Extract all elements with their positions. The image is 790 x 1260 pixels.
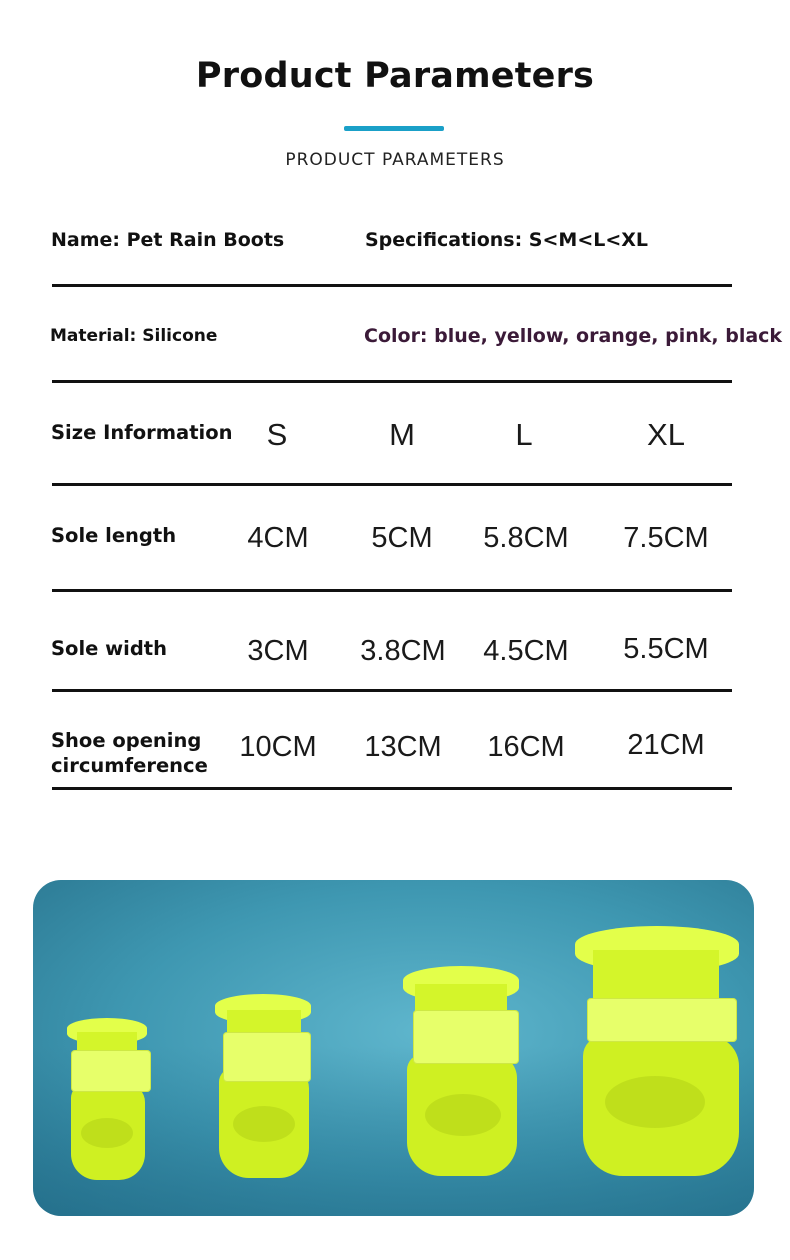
divider: [52, 689, 732, 692]
specifications-field: Specifications: S<M<L<XL: [365, 229, 649, 251]
divider: [52, 787, 732, 790]
cell-size-m: M: [389, 417, 415, 452]
cell-sole-width-l: 4.5CM: [483, 635, 569, 667]
boot-size-s: [67, 1018, 151, 1188]
boot-size-xl: [575, 926, 741, 1180]
cell-sole-length-l: 5.8CM: [483, 522, 569, 554]
cell-opening-m: 13CM: [364, 731, 442, 763]
cell-sole-length-m: 5CM: [371, 522, 433, 554]
cell-size-s: S: [266, 417, 288, 452]
cell-size-xl: XL: [647, 417, 685, 452]
cell-opening-xl: 21CM: [627, 729, 705, 761]
cell-size-l: L: [515, 417, 533, 452]
cell-opening-l: 16CM: [487, 731, 565, 763]
cell-sole-width-m: 3.8CM: [360, 635, 446, 667]
divider: [52, 380, 732, 383]
row-label-sole-length: Sole length: [51, 524, 177, 547]
material-field: Material: Silicone: [50, 326, 218, 346]
row-label-shoe-opening: Shoe opening circumference: [51, 729, 208, 777]
cell-sole-length-xl: 7.5CM: [623, 522, 709, 554]
color-field: Color: blue, yellow, orange, pink, black: [364, 325, 783, 347]
name-field: Name: Pet Rain Boots: [51, 229, 285, 251]
divider: [52, 483, 732, 486]
page-title: Product Parameters: [195, 56, 595, 96]
cell-sole-length-s: 4CM: [247, 522, 309, 554]
row-label-size-information: Size Information: [51, 421, 233, 444]
boot-size-l: [403, 966, 521, 1178]
cell-sole-width-xl: 5.5CM: [623, 633, 709, 665]
cell-opening-s: 10CM: [239, 731, 317, 763]
boot-size-m: [215, 994, 315, 1182]
page-subtitle: PRODUCT PARAMETERS: [285, 150, 505, 170]
divider: [52, 284, 732, 287]
divider: [52, 589, 732, 592]
title-accent-bar: [344, 126, 444, 131]
pet-rain-boots-image: [33, 880, 754, 1216]
row-label-sole-width: Sole width: [51, 637, 168, 660]
cell-sole-width-s: 3CM: [247, 635, 309, 667]
